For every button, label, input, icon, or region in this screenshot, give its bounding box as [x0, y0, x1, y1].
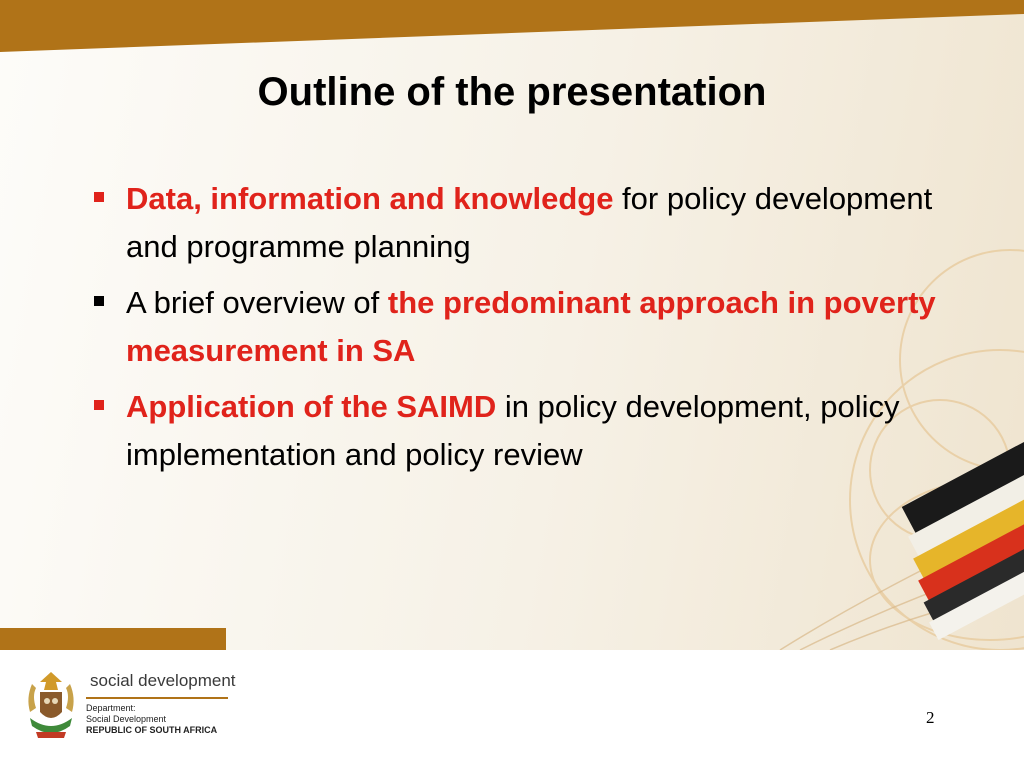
bullet-highlight: the predominant approach in poverty measurement in SA: [126, 285, 936, 368]
department-line: Social Development: [86, 714, 167, 724]
brand-divider: [86, 697, 228, 699]
bullet-list: [90, 175, 960, 487]
page-number: 2: [926, 708, 935, 727]
brand-name: social development: [90, 671, 236, 690]
bullet-highlight: Data, information and knowledge: [126, 181, 614, 216]
slide-title: Outline of the presentation: [257, 70, 767, 114]
square-bullet-icon: [94, 400, 104, 410]
bullet-text: for policy development and programme planning: [126, 181, 933, 264]
bullet-highlight: Application of the SAIMD: [126, 389, 497, 424]
coat-of-arms-logo: [22, 668, 80, 746]
bullet-item: [90, 279, 960, 375]
footer-accent-bar: [0, 628, 226, 650]
bullet-item: [90, 383, 960, 479]
department-label: [86, 703, 217, 736]
square-bullet-icon: [94, 192, 104, 202]
department-line: Department:: [86, 703, 136, 713]
bullet-text: in policy development, policy implementation and policy review: [126, 389, 900, 472]
bullet-text: A brief overview of: [126, 285, 388, 320]
bullet-item: [90, 175, 960, 271]
country-line: REPUBLIC OF SOUTH AFRICA: [86, 725, 218, 735]
square-bullet-icon: [94, 296, 104, 306]
